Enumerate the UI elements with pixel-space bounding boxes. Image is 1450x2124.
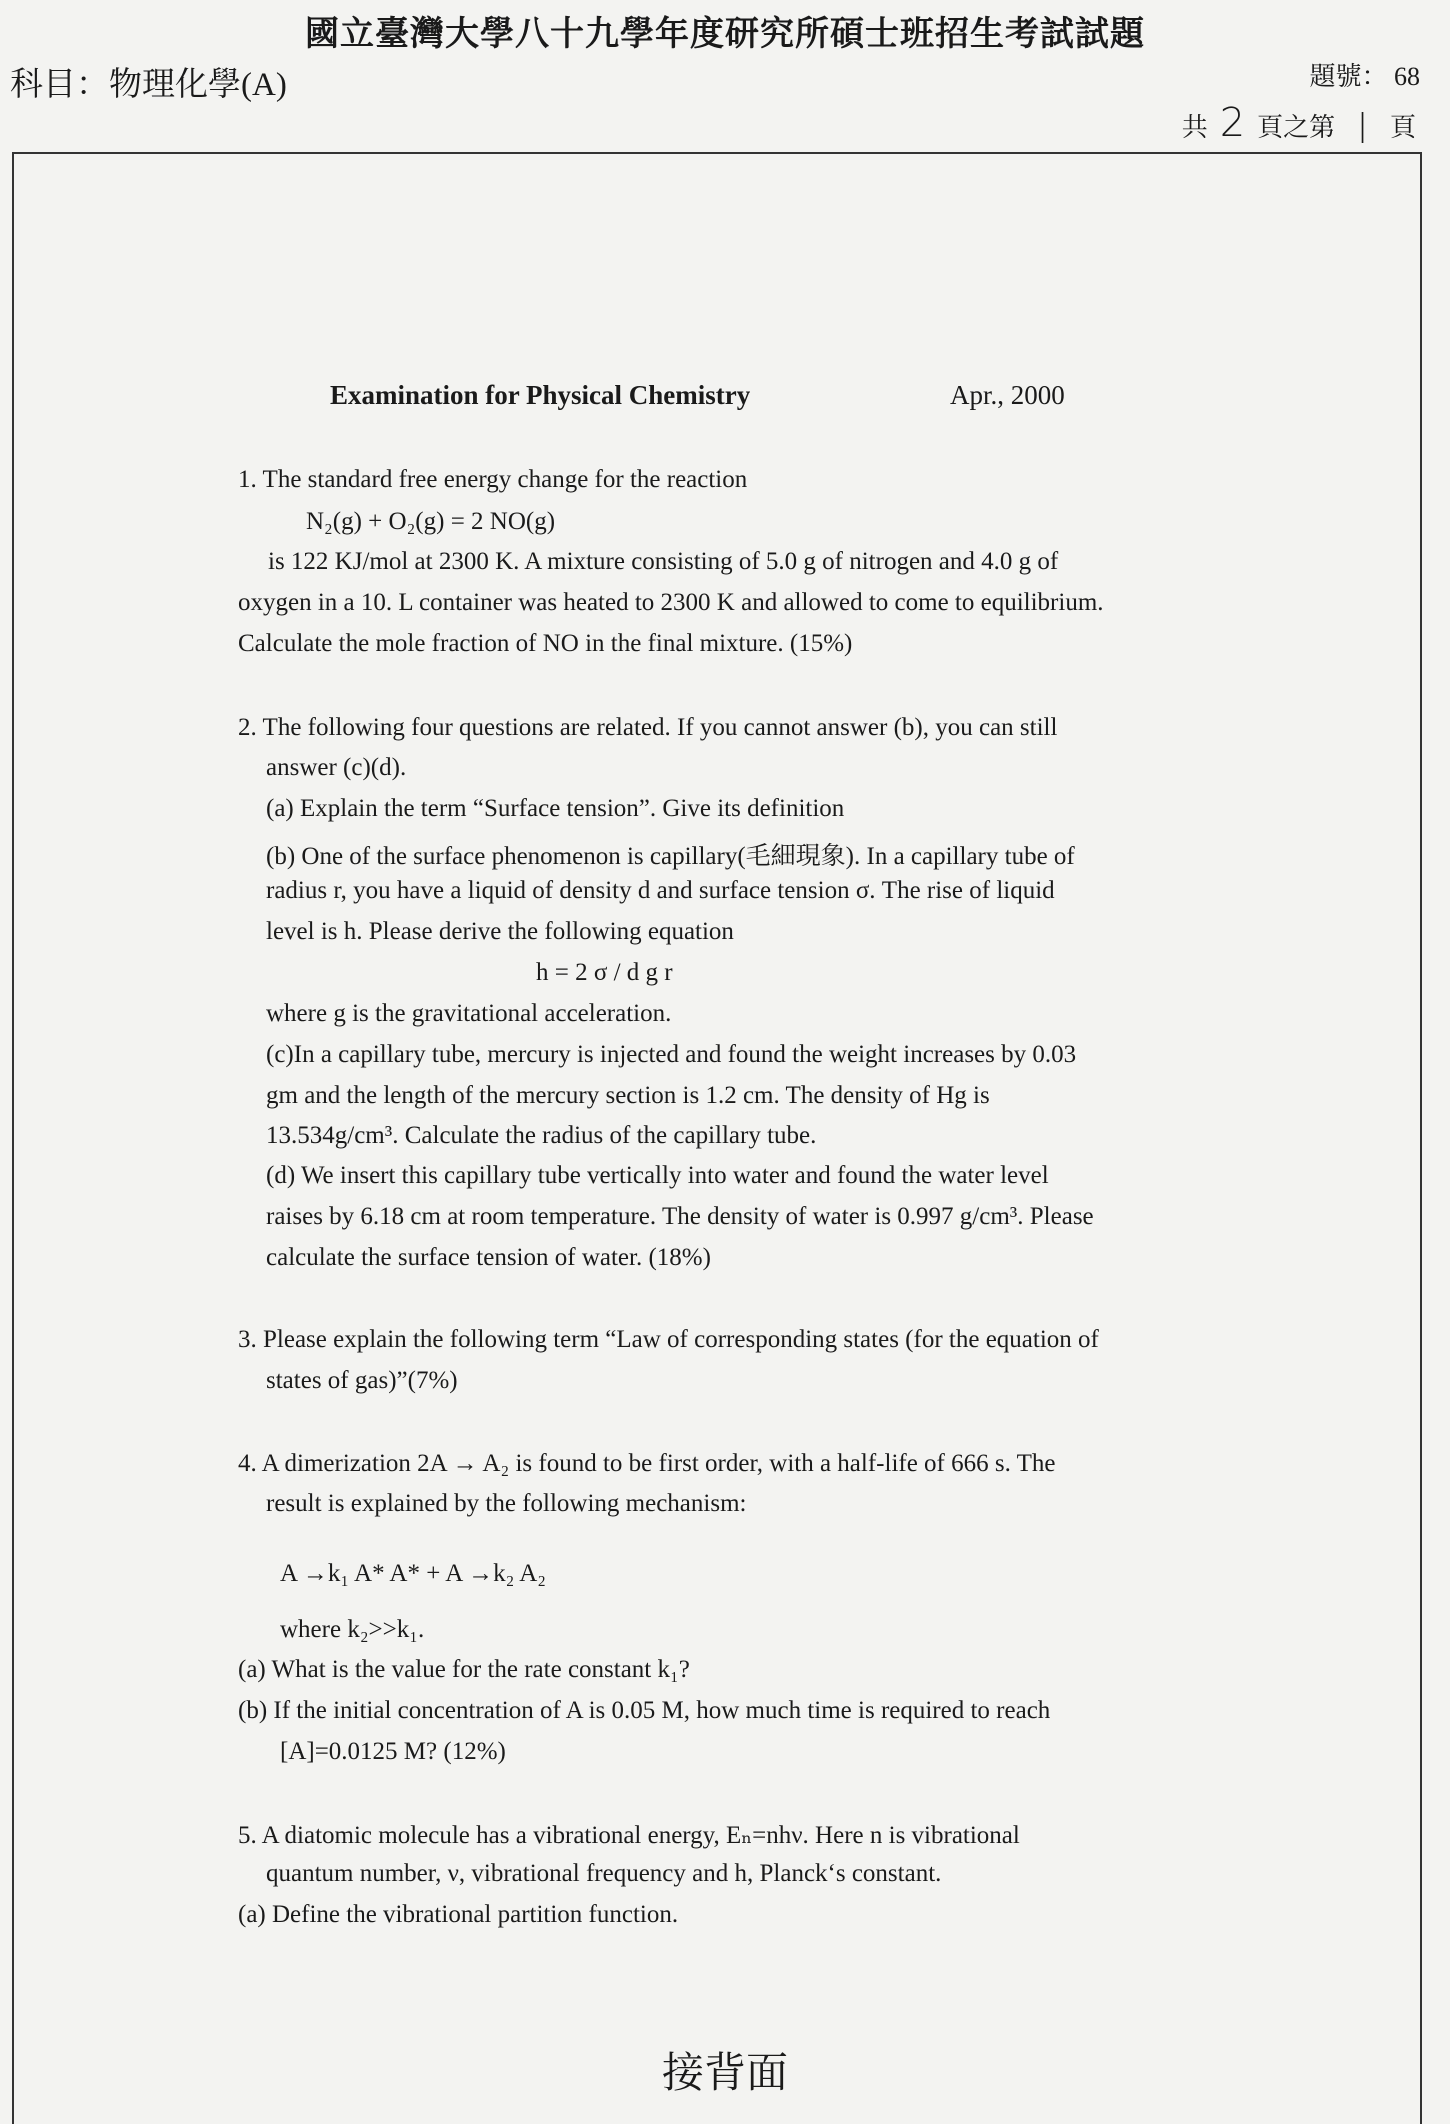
q2d-line: raises by 6.18 cm at room temperature. The density of water is 0.997 g/cm³. Please (266, 1203, 1094, 1230)
q1-line: 1. The standard free energy change for the reaction (238, 466, 748, 493)
q2a-line: (a) Explain the term “Surface tension”. Give its definition (266, 795, 845, 822)
q4-line: 4. A dimerization 2A → A₂ is found to be first order, with a half-life of 666 s. The (238, 1450, 1056, 1477)
q2b-line: radius r, you have a liquid of density d and surface tension σ. The rise of liquid (266, 877, 1055, 904)
exam-number: 題號： 68 (1309, 62, 1420, 91)
q5-line: quantum number, ν, vibrational frequency and h, Planck‘s constant. (266, 1860, 942, 1887)
q2b-line: level is h. Please derive the following equation (266, 918, 734, 945)
q1-line: Calculate the mole fraction of NO in the final mixture. (15%) (238, 630, 853, 657)
page-total: 2 (1219, 100, 1246, 146)
q2-line: answer (c)(d). (266, 754, 407, 781)
q4a-line: (a) What is the value for the rate constant k₁? (238, 1656, 690, 1683)
q2c-line: (c)In a capillary tube, mercury is injected and found the weight increases by 0.03 (266, 1041, 1077, 1068)
q2-line: 2. The following four questions are related. If you cannot answer (b), you can still (238, 714, 1058, 741)
exam-title: Examination for Physical Chemistry (330, 380, 751, 410)
q1-line: oxygen in a 10. L container was heated to 2300 K and allowed to come to equilibrium. (238, 589, 1104, 616)
q2c-line: gm and the length of the mercury section is 1.2 cm. The density of Hg is (266, 1082, 990, 1109)
q4-line: where k₂>>k₁. (280, 1616, 425, 1643)
q2b-line: (b) One of the surface phenomenon is capillary(毛細現象). In a capillary tube of (266, 843, 1075, 870)
q4-mechanism: A →k₁ A* A* + A →k₂ A₂ (280, 1560, 546, 1587)
page-total-label: 共 (1181, 113, 1208, 142)
page-suffix: 頁 (1389, 113, 1416, 142)
subject-label: 科目：物理化學(A) (10, 67, 287, 103)
q3-line: states of gas)”(7%) (266, 1367, 458, 1394)
continue-on-back-note: 接背面 (661, 2048, 788, 2097)
university-exam-title: 國立臺灣大學八十九學年度研究所碩士班招生考試試題 (305, 16, 1145, 53)
q3-line: 3. Please explain the following term “Law of corresponding states (for the equation of (238, 1326, 1099, 1353)
q1-line: is 122 KJ/mol at 2300 K. A mixture consisting of 5.0 g of nitrogen and 4.0 g of (268, 548, 1059, 575)
q2d-line: calculate the surface tension of water. (18%) (266, 1244, 711, 1271)
exam-heading (330, 380, 1065, 411)
page-current: | (1359, 107, 1366, 144)
q2c-line: 13.534g/cm³. Calculate the radius of the capillary tube. (266, 1122, 817, 1149)
exam-date: Apr., 2000 (950, 380, 1065, 410)
q4-line: result is explained by the following mechanism: (266, 1490, 747, 1517)
q5a-line: (a) Define the vibrational partition function. (238, 1901, 679, 1928)
q1-reaction: N₂(g) + O₂(g) = 2 NO(g) (306, 508, 556, 535)
q5-line: 5. A diatomic molecule has a vibrational energy, Eₙ=nhν. Here n is vibrational (238, 1822, 1020, 1849)
q4b-line: [A]=0.0125 M? (12%) (280, 1738, 506, 1765)
q4b-line: (b) If the initial concentration of A is 0.05 M, how much time is required to reach (238, 1697, 1051, 1724)
page-of-label: 頁之第 (1257, 113, 1336, 142)
q2d-line: (d) We insert this capillary tube vertically into water and found the water level (266, 1162, 1049, 1189)
q2b-equation: h = 2 σ / d g r (536, 959, 673, 986)
q2b-line: where g is the gravitational acceleration. (266, 1000, 672, 1027)
page-info (1182, 100, 1416, 146)
